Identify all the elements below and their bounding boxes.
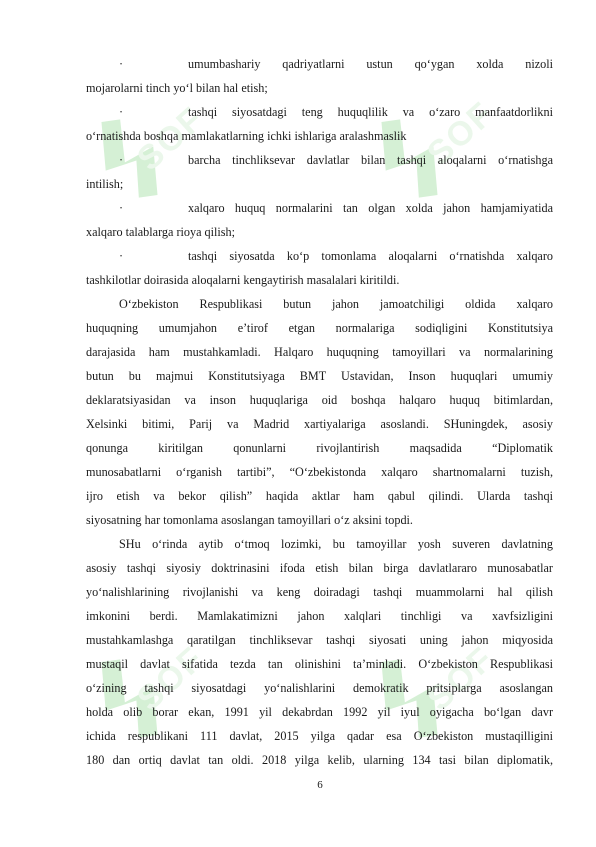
bullet-marker: · [119,105,124,119]
list-item-text: umumbashariy qadriyatlarni ustun qo‘ygan xolda nizoli [188,57,553,71]
paragraph-line: butun bu majmui Konstitutsiyaga BMT Ustavidan, Inson huquqlari umumiy [86,369,553,383]
paragraph-line: qonunga kiritilgan qonunlarni rivojlantirish maqsadida “Diplomatik [86,441,553,455]
list-item-continuation: mojarolarni tinch yo‘l bilan hal etish; [86,81,268,95]
paragraph-line: yo‘nalishlarining rivojlanishi va keng doiradagi tashqi muammolarni hal qilish [86,585,553,599]
paragraph-line: mustaqil davlat sifatida tezda tan olinishini ta’minladi. O‘zbekiston Respublikasi [86,657,553,671]
paragraph-line: Xelsinki bitimi, Parij va Madrid xartiyalariga asoslandi. SHuningdek, asosiy [86,417,553,431]
paragraph-line: O‘zbekiston Respublikasi butun jahon jamoatchiligi oldida xalqaro [119,297,553,311]
paragraph-line: darajasida ham mustahkamladi. Halqaro huquqning tamoyillari va normalarining [86,345,553,359]
list-item [86,152,553,169]
list-item [86,56,553,73]
paragraph-line: ijro etish va bekor qilish” haqida aktlar ham qabul qilindi. Ularda tashqi [86,489,553,503]
paragraph-line: asosiy tashqi siyosiy doktrinasini ifoda etish bilan birga davlatlararo munosabatlar [86,561,553,575]
list-item-text: xalqaro huquq normalarini tan olgan xolda jahon hamjamiyatida [188,201,553,215]
list-item [86,248,553,265]
bullet-marker: · [119,249,124,263]
paragraph-line: huquqning umumjahon e’tirof etgan normalariga sodiqligini Konstitutsiya [86,321,553,335]
paragraph-line: ichida respublikani 111 davlat, 2015 yilga qadar esa O‘zbekiston mustaqilligini [86,729,553,743]
list-item [86,200,553,217]
bullet-marker: · [119,57,124,71]
list-item-continuation: tashkilotlar doirasida aloqalarni kengaytirish masalalari kiritildi. [86,273,400,287]
list-item-text: tashqi siyosatda ko‘p tomonlama aloqalarni o‘rnatishda xalqaro [188,249,553,263]
watermark-text: SOF [130,99,212,179]
paragraph-line: o‘zining tashqi siyosatdagi yo‘nalishlarini demokratik pritsiplarga asoslangan [86,681,553,695]
list-item-continuation: o‘rnatishda boshqa mamlakatlarning ichki ishlariga aralashmaslik [86,129,407,143]
list-item-text: barcha tinchliksevar davlatlar bilan tashqi aloqalarni o‘rnatishga [188,153,553,167]
bullet-marker: · [119,201,124,215]
list-item-continuation: intilish; [86,177,124,191]
list-item-text: tashqi siyosatdagi teng huquqlilik va o‘zaro manfaatdorlikni [188,105,553,119]
paragraph-line: munosabatlarni o‘rganish tartibi”, “O‘zbekistonda xalqaro shartnomalarni tuzish, [86,465,553,479]
list-item [86,104,553,121]
paragraph-line: holda olib borar ekan, 1991 yil dekabrdan 1992 yil iyul oyigacha bo‘lgan davr [86,705,553,719]
paragraph-line: imkonini berdi. Mamlakatimizni jahon xalqlari tinchligi va xavfsizligini [86,609,553,623]
watermark-text: SOF [420,94,502,174]
bullet-marker: · [119,153,124,167]
paragraph-line: mustahkamlashga qaratilgan tinchliksevar tashqi siyosati uning jahon miqyosida [86,633,553,647]
paragraph-line: SHu o‘rinda aytib o‘tmoq lozimki, bu tamoyillar yosh suveren davlatning [119,537,553,551]
paragraph-line: deklaratsiyasidan va inson huquqlariga oid boshqa halqaro huquq bitimlardan, [86,393,553,407]
paragraph-line: 180 dan ortiq davlat tan oldi. 2018 yilga kelib, ularning 134 tasi bilan diplomatik, [86,753,553,767]
watermark-text: SOF [130,639,212,719]
list-item-continuation: xalqaro talablarga rioya qilish; [86,225,236,239]
watermark-text: SOF [420,639,502,719]
paragraph-line: siyosatning har tomonlama asoslangan tamoyillari o‘z aksini topdi. [86,513,413,527]
page-number: 6 [317,779,323,791]
